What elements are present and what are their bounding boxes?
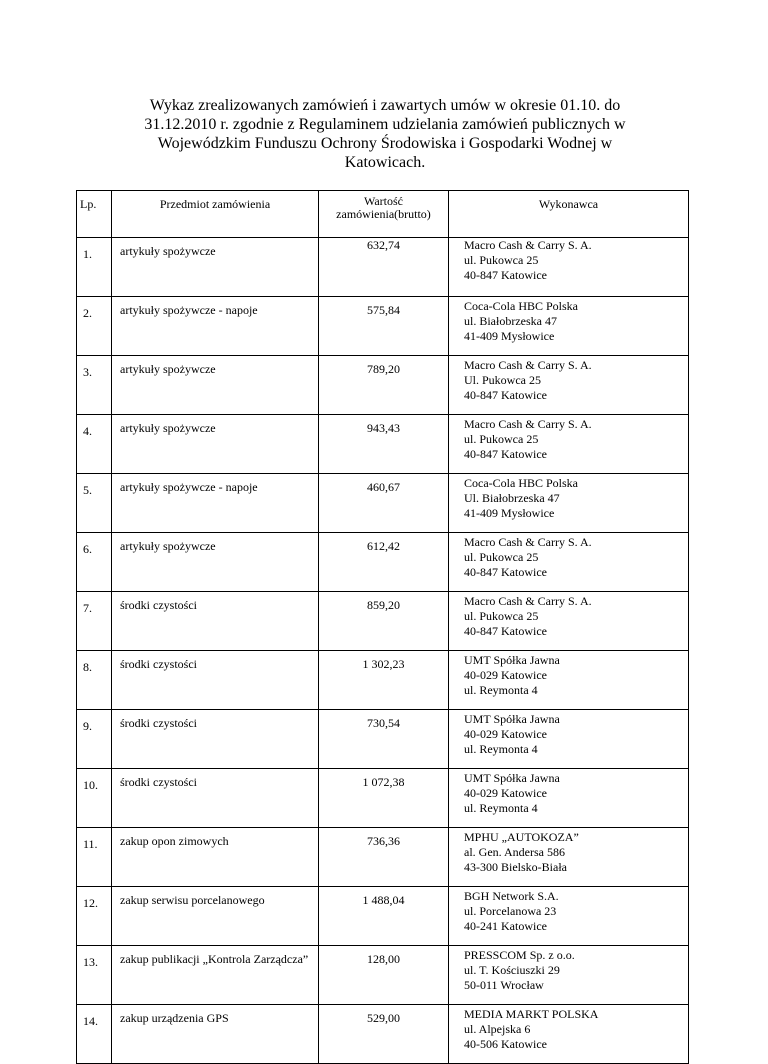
contractor-line: Macro Cash & Carry S. A. <box>464 417 592 431</box>
contractor-line: Macro Cash & Carry S. A. <box>464 238 592 252</box>
contractor-line: 40-029 Katowice <box>464 786 547 800</box>
row-subject: zakup publikacji „Kontrola Zarządcza” <box>112 946 319 1005</box>
table-row <box>77 651 689 710</box>
contractor-line: 40-847 Katowice <box>464 565 547 579</box>
contractor-line: ul. Alpejska 6 <box>464 1022 531 1036</box>
table-row <box>77 356 689 415</box>
title-line: Katowicach. <box>344 154 426 171</box>
contractor-line: UMT Spółka Jawna <box>464 771 560 785</box>
contractor-line: 41-409 Mysłowice <box>464 329 555 343</box>
row-value: 730,54 <box>319 710 449 769</box>
header-lp: Lp. <box>77 191 112 238</box>
row-contractor <box>449 651 689 710</box>
row-value: 128,00 <box>319 946 449 1005</box>
row-value: 1 072,38 <box>319 769 449 828</box>
table-row <box>77 710 689 769</box>
row-value: 460,67 <box>319 474 449 533</box>
row-value: 1 488,04 <box>319 887 449 946</box>
row-contractor <box>449 415 689 474</box>
contractor-line: 40-847 Katowice <box>464 268 547 282</box>
table-row <box>77 533 689 592</box>
contractor-line: 40-847 Katowice <box>464 624 547 638</box>
contractor-line: BGH Network S.A. <box>464 889 559 903</box>
contractor-line: 40-029 Katowice <box>464 668 547 682</box>
contractor-line: 40-847 Katowice <box>464 388 547 402</box>
row-value: 736,36 <box>319 828 449 887</box>
row-subject: artykuły spożywcze - napoje <box>112 297 319 356</box>
table-row <box>77 415 689 474</box>
table-row <box>77 887 689 946</box>
contractor-line: Coca-Cola HBC Polska <box>464 476 578 490</box>
contractor-line: Coca-Cola HBC Polska <box>464 299 578 313</box>
row-lp: 7. <box>77 592 112 651</box>
row-lp: 11. <box>77 828 112 887</box>
header-contractor: Wykonawca <box>449 191 689 238</box>
row-lp: 13. <box>77 946 112 1005</box>
contractor-line: MEDIA MARKT POLSKA <box>464 1007 599 1021</box>
contractor-line: UMT Spółka Jawna <box>464 653 560 667</box>
contractor-line: 40-847 Katowice <box>464 447 547 461</box>
contractor-line: 40-506 Katowice <box>464 1037 547 1051</box>
row-lp: 6. <box>77 533 112 592</box>
row-lp: 14. <box>77 1005 112 1064</box>
table-row <box>77 297 689 356</box>
title-line: 31.12.2010 r. zgodnie z Regulaminem udzielania zamówień publicznych w <box>144 116 626 133</box>
row-contractor <box>449 297 689 356</box>
row-contractor <box>449 828 689 887</box>
table-header-row <box>77 191 689 238</box>
orders-table <box>76 190 689 1064</box>
row-contractor <box>449 533 689 592</box>
header-value <box>319 191 449 238</box>
contractor-line: Macro Cash & Carry S. A. <box>464 535 592 549</box>
row-value: 859,20 <box>319 592 449 651</box>
title-line: Wykaz zrealizowanych zamówień i zawartych umów w okresie 01.10. do <box>149 97 621 114</box>
contractor-line: 43-300 Bielsko-Biała <box>464 860 567 874</box>
document-title <box>100 96 670 172</box>
row-value: 575,84 <box>319 297 449 356</box>
table-row <box>77 1005 689 1064</box>
row-subject: zakup urządzenia GPS <box>112 1005 319 1064</box>
row-lp: 9. <box>77 710 112 769</box>
contractor-line: ul. Białobrzeska 47 <box>464 314 557 328</box>
contractor-line: Macro Cash & Carry S. A. <box>464 358 592 372</box>
contractor-line: PRESSCOM Sp. z o.o. <box>464 948 575 962</box>
row-contractor <box>449 887 689 946</box>
row-subject: środki czystości <box>112 651 319 710</box>
row-contractor <box>449 356 689 415</box>
row-subject: artykuły spożywcze <box>112 238 319 297</box>
row-lp: 3. <box>77 356 112 415</box>
row-value: 612,42 <box>319 533 449 592</box>
row-subject: środki czystości <box>112 592 319 651</box>
contractor-line: ul. Pukowca 25 <box>464 253 539 267</box>
row-subject: środki czystości <box>112 769 319 828</box>
row-contractor <box>449 769 689 828</box>
table-row <box>77 828 689 887</box>
row-value: 789,20 <box>319 356 449 415</box>
row-lp: 10. <box>77 769 112 828</box>
row-subject: środki czystości <box>112 710 319 769</box>
row-lp: 2. <box>77 297 112 356</box>
row-contractor <box>449 238 689 297</box>
table-row <box>77 592 689 651</box>
contractor-line: al. Gen. Andersa 586 <box>464 845 565 859</box>
contractor-line: ul. Porcelanowa 23 <box>464 904 557 918</box>
row-contractor <box>449 592 689 651</box>
row-subject: zakup serwisu porcelanowego <box>112 887 319 946</box>
contractor-line: ul. T. Kościuszki 29 <box>464 963 560 977</box>
row-contractor <box>449 710 689 769</box>
contractor-line: UMT Spółka Jawna <box>464 712 560 726</box>
contractor-line: Macro Cash & Carry S. A. <box>464 594 592 608</box>
row-subject: artykuły spożywcze <box>112 533 319 592</box>
contractor-line: ul. Reymonta 4 <box>464 683 538 697</box>
table-row <box>77 238 689 297</box>
row-value: 1 302,23 <box>319 651 449 710</box>
row-lp: 8. <box>77 651 112 710</box>
contractor-line: ul. Reymonta 4 <box>464 801 538 815</box>
row-value: 632,74 <box>319 238 449 297</box>
row-lp: 1. <box>77 238 112 297</box>
row-lp: 12. <box>77 887 112 946</box>
table-row <box>77 946 689 1005</box>
row-value: 943,43 <box>319 415 449 474</box>
table-row <box>77 769 689 828</box>
contractor-line: 41-409 Mysłowice <box>464 506 555 520</box>
contractor-line: Ul. Pukowca 25 <box>464 373 541 387</box>
header-value-line1: Wartość <box>363 194 404 208</box>
contractor-line: ul. Pukowca 25 <box>464 550 539 564</box>
row-value: 529,00 <box>319 1005 449 1064</box>
row-contractor <box>449 946 689 1005</box>
contractor-line: Ul. Białobrzeska 47 <box>464 491 560 505</box>
contractor-line: ul. Pukowca 25 <box>464 432 539 446</box>
contractor-line: 40-241 Katowice <box>464 919 547 933</box>
row-subject: artykuły spożywcze - napoje <box>112 474 319 533</box>
table-row <box>77 474 689 533</box>
contractor-line: ul. Pukowca 25 <box>464 609 539 623</box>
row-lp: 5. <box>77 474 112 533</box>
row-contractor <box>449 1005 689 1064</box>
contractor-line: 50-011 Wrocław <box>464 978 544 992</box>
row-subject: zakup opon zimowych <box>112 828 319 887</box>
contractor-line: 40-029 Katowice <box>464 727 547 741</box>
contractor-line: MPHU „AUTOKOZA” <box>464 830 579 844</box>
row-subject: artykuły spożywcze <box>112 356 319 415</box>
header-value-line2: zamówienia(brutto) <box>336 207 431 221</box>
row-subject: artykuły spożywcze <box>112 415 319 474</box>
header-subject: Przedmiot zamówienia <box>112 191 319 238</box>
title-line: Wojewódzkim Funduszu Ochrony Środowiska i Gospodarki Wodnej w <box>157 135 613 152</box>
contractor-line: ul. Reymonta 4 <box>464 742 538 756</box>
row-lp: 4. <box>77 415 112 474</box>
row-contractor <box>449 474 689 533</box>
